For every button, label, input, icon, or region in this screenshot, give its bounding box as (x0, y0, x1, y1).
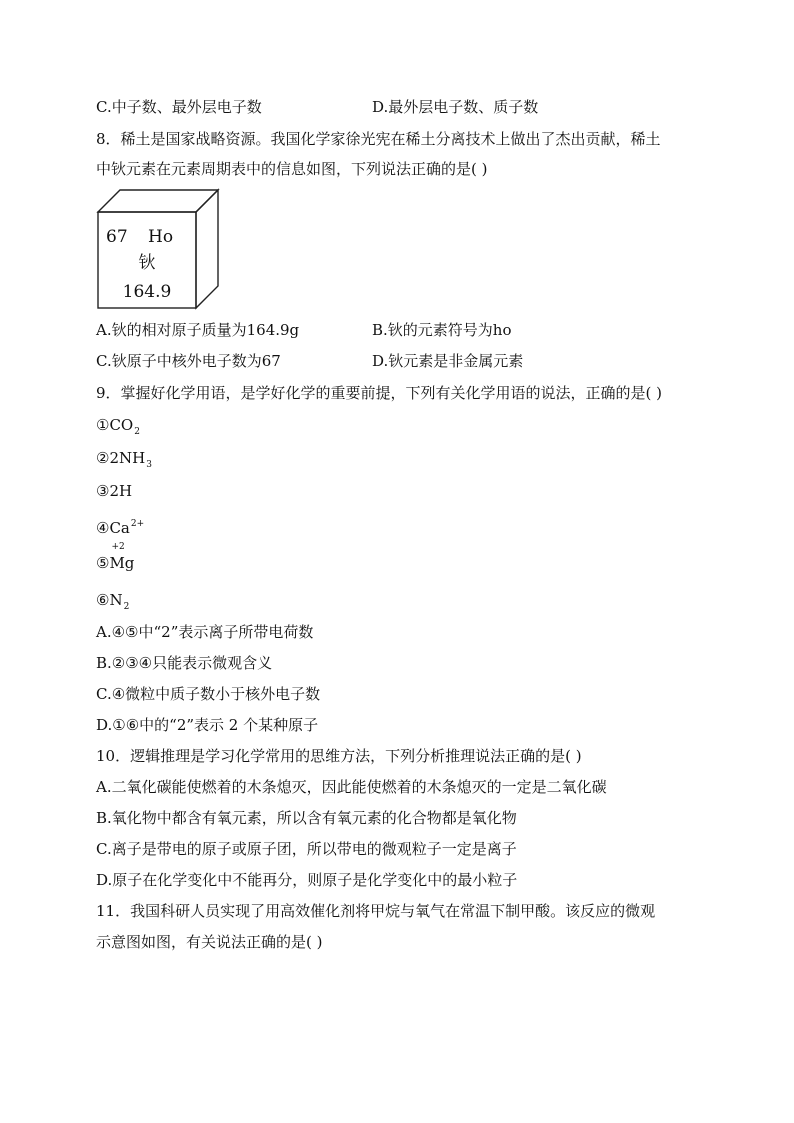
formula: CO (109, 416, 134, 434)
q9-item-number: ① (96, 416, 110, 434)
q8-option-d: D.钬元素是非金属元素 (372, 352, 524, 370)
q9-item-3 (96, 481, 132, 501)
subscript: 3 (146, 460, 152, 470)
q9-stem: 9．掌握好化学用语，是学好化学的重要前提，下列有关化学用语的说法，正确的是( ) (96, 384, 663, 402)
formula-with-valence (109, 542, 135, 573)
subscript: 2 (134, 427, 140, 437)
q9-item-number: ④ (96, 519, 110, 537)
q9-item-number: ⑤ (96, 554, 110, 572)
subscript: 2 (123, 602, 130, 612)
q9-option-b: B.②③④只能表示微观含义 (96, 654, 273, 672)
q11-stem-line2: 示意图如图，有关说法正确的是( ) (96, 933, 323, 951)
q10-stem: 10．逻辑推理是学习化学常用的思维方法，下列分析推理说法正确的是( ) (96, 747, 582, 765)
q9-option-d: D.①⑥中的“2”表示 2 个某种原子 (96, 716, 319, 734)
formula: 2NH (109, 449, 146, 467)
q9-item-number: ② (96, 449, 110, 467)
q9-item-number: ⑥ (96, 591, 110, 609)
q8-option-b: B.钬的元素符号为ho (372, 321, 512, 339)
q11-stem-line1: 11．我国科研人员实现了用高效催化剂将甲烷与氧气在常温下制甲酸。该反应的微观 (96, 902, 656, 920)
q7-option-row (96, 97, 539, 117)
q9-item-2 (96, 448, 152, 475)
q7-option-d: D.最外层电子数、质子数 (372, 98, 539, 116)
q9-option-c: C.④微粒中质子数小于核外电子数 (96, 685, 321, 703)
element-atomic-mass: 164.9 (122, 282, 172, 302)
q8-option-c: C.钬原子中核外电子数为67 (96, 352, 281, 370)
formula: Ca (109, 519, 130, 537)
formula: N (109, 591, 123, 609)
element-name: 钬 (138, 253, 156, 273)
q9-item-6 (96, 590, 129, 617)
q8-option-row2 (96, 351, 524, 371)
q10-option-d: D.原子在化学变化中不能再分，则原子是化学变化中的最小粒子 (96, 871, 518, 889)
q10-option-b: B.氧化物中都含有氧元素，所以含有氧元素的化合物都是氧化物 (96, 809, 517, 827)
q9-item-1 (96, 415, 140, 442)
element-info-card (96, 188, 220, 310)
q9-item-5 (96, 542, 135, 573)
superscript-charge: 2+ (130, 519, 145, 529)
q8-option-row1 (96, 320, 512, 340)
q10-option-c: C.离子是带电的原子或原子团，所以带电的微观粒子一定是离子 (96, 840, 517, 858)
q9-option-a: A.④⑤中“2”表示离子所带电荷数 (96, 623, 314, 641)
element-atomic-number: 67 (106, 227, 128, 247)
valence-mark: +2 (111, 542, 125, 552)
q10-option-a: A.二氧化碳能使燃着的木条熄灭，因此能使燃着的木条熄灭的一定是二氧化碳 (96, 778, 607, 796)
q8-option-a: A.钬的相对原子质量为164.9g (96, 321, 300, 339)
formula: 2H (109, 482, 133, 500)
element-symbol: Ho (148, 227, 174, 247)
q8-stem-line1: 8．稀土是国家战略资源。我国化学家徐光宪在稀土分离技术上做出了杰出贡献，稀土 (96, 130, 661, 148)
q8-stem-line2: 中钬元素在元素周期表中的信息如图，下列说法正确的是( ) (96, 160, 488, 178)
formula: Mg (109, 554, 135, 572)
q9-item-4 (96, 514, 144, 538)
q9-item-number: ③ (96, 482, 110, 500)
q7-option-c: C.中子数、最外层电子数 (96, 98, 262, 116)
